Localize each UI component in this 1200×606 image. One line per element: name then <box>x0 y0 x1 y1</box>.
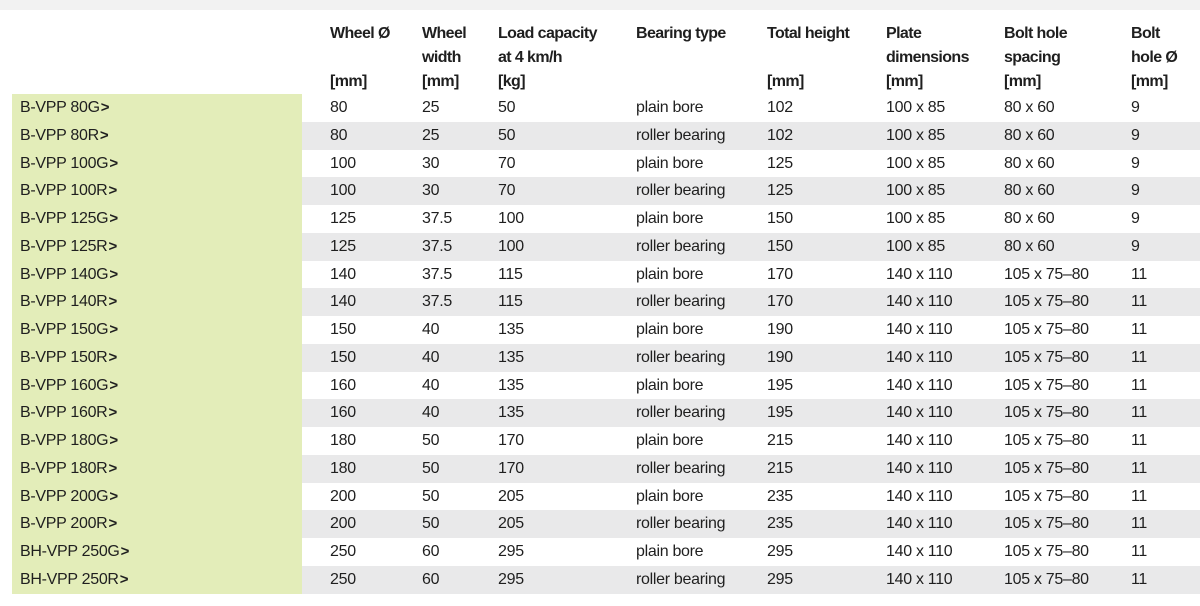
cell-bolt-hole-spacing: 80 x 60 <box>1004 126 1055 144</box>
cell-total-height: 170 <box>767 293 793 311</box>
table-row <box>12 150 1200 178</box>
cell-total-height: 295 <box>767 570 793 588</box>
table-row <box>12 483 1200 511</box>
cell-load-capacity: 100 <box>498 210 524 227</box>
model-link[interactable] <box>12 510 302 538</box>
cell-bolt-hole-diameter: 11 <box>1131 348 1148 366</box>
table-row <box>12 510 1200 538</box>
cell-bolt-hole-diameter: 11 <box>1131 432 1148 449</box>
model-link[interactable] <box>12 483 302 511</box>
cell-wheel-diameter: 150 <box>330 348 356 366</box>
model-link[interactable] <box>12 455 302 483</box>
header-unit: [mm] <box>886 73 923 90</box>
cell-total-height: 195 <box>767 376 793 394</box>
cell-wheel-diameter: 160 <box>330 404 356 422</box>
cell-wheel-diameter: 125 <box>330 237 356 255</box>
model-link[interactable] <box>12 177 302 205</box>
cell-total-height: 125 <box>767 154 793 172</box>
chevron-right-icon: > <box>108 182 117 200</box>
header-unit: [mm] <box>767 73 804 90</box>
cell-bolt-hole-diameter: 9 <box>1131 126 1140 144</box>
cell-bearing-type: plain bore <box>636 99 704 116</box>
cell-bearing-type: roller bearing <box>636 126 726 144</box>
chevron-right-icon: > <box>109 210 118 227</box>
cell-wheel-diameter: 140 <box>330 265 356 283</box>
cell-bolt-hole-spacing: 80 x 60 <box>1004 182 1055 200</box>
table-row <box>12 122 1200 150</box>
cell-bolt-hole-diameter: 9 <box>1131 210 1140 227</box>
cell-bolt-hole-spacing: 105 x 75–80 <box>1004 404 1089 422</box>
cell-bolt-hole-spacing: 80 x 60 <box>1004 237 1055 255</box>
table-row <box>12 261 1200 289</box>
cell-plate-dimensions: 140 x 110 <box>886 515 953 533</box>
cell-load-capacity: 70 <box>498 182 516 200</box>
header-unit: [mm] <box>1004 73 1041 90</box>
cell-wheel-width: 40 <box>422 404 440 422</box>
model-label: B-VPP 80R <box>20 126 99 144</box>
cell-plate-dimensions: 100 x 85 <box>886 154 945 172</box>
cell-bolt-hole-spacing: 80 x 60 <box>1004 210 1055 227</box>
header-label: Wheel Ø <box>330 25 390 42</box>
model-label: B-VPP 140G <box>20 265 109 283</box>
cell-wheel-width: 30 <box>422 182 440 200</box>
cell-bolt-hole-spacing: 80 x 60 <box>1004 99 1055 116</box>
table-row <box>12 316 1200 344</box>
cell-bolt-hole-diameter: 11 <box>1131 321 1148 338</box>
cell-load-capacity: 135 <box>498 404 524 422</box>
cell-bolt-hole-spacing: 105 x 75–80 <box>1004 376 1089 394</box>
cell-total-height: 215 <box>767 432 793 449</box>
header-plate-dimensions <box>886 22 969 90</box>
model-link[interactable] <box>12 538 302 566</box>
cell-load-capacity: 205 <box>498 487 524 505</box>
model-label: B-VPP 100G <box>20 154 109 172</box>
cell-total-height: 102 <box>767 126 793 144</box>
header-label: at 4 km/h <box>498 49 562 66</box>
cell-bolt-hole-diameter: 11 <box>1131 376 1148 394</box>
chevron-right-icon: > <box>108 237 117 255</box>
cell-bearing-type: plain bore <box>636 210 704 227</box>
cell-bolt-hole-spacing: 105 x 75–80 <box>1004 432 1089 449</box>
model-link[interactable] <box>12 566 302 594</box>
model-link[interactable] <box>12 122 302 150</box>
cell-wheel-width: 25 <box>422 99 440 116</box>
cell-bolt-hole-diameter: 11 <box>1131 570 1148 588</box>
header-wheel-diameter <box>330 22 390 90</box>
chevron-right-icon: > <box>109 265 118 283</box>
cell-load-capacity: 135 <box>498 348 524 366</box>
cell-plate-dimensions: 100 x 85 <box>886 210 945 227</box>
header-total-height <box>767 22 850 90</box>
model-label: B-VPP 200G <box>20 487 109 505</box>
cell-bolt-hole-spacing: 105 x 75–80 <box>1004 543 1089 560</box>
cell-load-capacity: 295 <box>498 570 524 588</box>
cell-plate-dimensions: 140 x 110 <box>886 293 953 311</box>
cell-bearing-type: plain bore <box>636 432 704 449</box>
chevron-right-icon: > <box>109 321 118 338</box>
model-link[interactable] <box>12 205 302 233</box>
header-label: Bolt hole <box>1004 25 1068 42</box>
chevron-right-icon: > <box>119 570 129 588</box>
chevron-right-icon: > <box>108 515 117 533</box>
cell-load-capacity: 100 <box>498 237 524 255</box>
cell-load-capacity: 70 <box>498 154 516 172</box>
header-label: Plate <box>886 25 922 42</box>
header-label: dimensions <box>886 49 969 66</box>
table-row <box>12 205 1200 233</box>
cell-wheel-width: 60 <box>422 570 440 588</box>
cell-bolt-hole-spacing: 105 x 75–80 <box>1004 348 1089 366</box>
cell-plate-dimensions: 140 x 110 <box>886 543 953 560</box>
cell-bolt-hole-diameter: 9 <box>1131 154 1140 172</box>
cell-wheel-width: 60 <box>422 543 440 560</box>
header-unit: [mm] <box>1131 73 1168 90</box>
cell-bolt-hole-spacing: 105 x 75–80 <box>1004 265 1089 283</box>
cell-wheel-diameter: 180 <box>330 459 356 477</box>
cell-wheel-width: 30 <box>422 154 440 172</box>
chevron-right-icon: > <box>108 404 117 422</box>
cell-plate-dimensions: 100 x 85 <box>886 126 945 144</box>
cell-wheel-diameter: 160 <box>330 376 356 394</box>
model-link[interactable] <box>12 261 302 289</box>
cell-total-height: 195 <box>767 404 793 422</box>
model-label: BH-VPP 250G <box>20 543 120 560</box>
model-label: B-VPP 100R <box>20 182 108 200</box>
model-link[interactable] <box>12 150 302 178</box>
cell-bearing-type: roller bearing <box>636 348 726 366</box>
top-border <box>0 0 1200 10</box>
header-bearing-type <box>636 22 726 46</box>
cell-total-height: 125 <box>767 182 793 200</box>
cell-bolt-hole-diameter: 11 <box>1131 459 1148 477</box>
header-bolt-hole-spacing <box>1004 22 1068 90</box>
cell-bolt-hole-spacing: 105 x 75–80 <box>1004 459 1089 477</box>
cell-bolt-hole-diameter: 11 <box>1131 265 1148 283</box>
header-label: Wheel <box>422 25 467 42</box>
cell-plate-dimensions: 100 x 85 <box>886 99 945 116</box>
cell-wheel-diameter: 100 <box>330 182 356 200</box>
cell-wheel-width: 37.5 <box>422 293 452 311</box>
cell-plate-dimensions: 100 x 85 <box>886 237 945 255</box>
cell-total-height: 150 <box>767 237 793 255</box>
table-row <box>12 399 1200 427</box>
model-label: B-VPP 180R <box>20 459 108 477</box>
chevron-right-icon: > <box>108 348 117 366</box>
model-label: B-VPP 125G <box>20 210 109 227</box>
cell-bolt-hole-diameter: 9 <box>1131 237 1140 255</box>
model-link[interactable] <box>12 399 302 427</box>
cell-plate-dimensions: 140 x 110 <box>886 376 953 394</box>
cell-plate-dimensions: 140 x 110 <box>886 404 953 422</box>
cell-load-capacity: 170 <box>498 432 524 449</box>
cell-bearing-type: roller bearing <box>636 293 726 311</box>
cell-wheel-diameter: 180 <box>330 432 356 449</box>
cell-total-height: 235 <box>767 515 793 533</box>
cell-plate-dimensions: 140 x 110 <box>886 487 953 505</box>
header-label: width <box>422 49 461 66</box>
cell-total-height: 190 <box>767 348 793 366</box>
cell-wheel-width: 37.5 <box>422 237 452 255</box>
cell-total-height: 102 <box>767 99 793 116</box>
table-row <box>12 538 1200 566</box>
cell-wheel-diameter: 100 <box>330 154 356 172</box>
cell-plate-dimensions: 140 x 110 <box>886 348 953 366</box>
cell-bearing-type: roller bearing <box>636 515 726 533</box>
model-label: B-VPP 160R <box>20 404 108 422</box>
model-label: B-VPP 160G <box>20 376 109 394</box>
cell-wheel-width: 50 <box>422 432 440 449</box>
cell-wheel-width: 37.5 <box>422 265 452 283</box>
cell-bolt-hole-spacing: 105 x 75–80 <box>1004 487 1089 505</box>
cell-bearing-type: roller bearing <box>636 237 726 255</box>
table-row <box>12 455 1200 483</box>
header-label: Total height <box>767 25 850 42</box>
cell-total-height: 170 <box>767 265 793 283</box>
header-label: hole Ø <box>1131 49 1178 66</box>
table-row <box>12 94 1200 122</box>
cell-bolt-hole-diameter: 11 <box>1131 404 1148 422</box>
model-label: B-VPP 150G <box>20 321 109 338</box>
model-label: B-VPP 140R <box>20 293 108 311</box>
cell-bearing-type: plain bore <box>636 154 704 172</box>
cell-bolt-hole-spacing: 105 x 75–80 <box>1004 515 1089 533</box>
cell-wheel-width: 40 <box>422 321 440 338</box>
cell-load-capacity: 295 <box>498 543 524 560</box>
cell-wheel-diameter: 125 <box>330 210 356 227</box>
header-unit: [kg] <box>498 73 525 90</box>
cell-load-capacity: 50 <box>498 126 516 144</box>
model-label: BH-VPP 250R <box>20 570 119 588</box>
cell-bearing-type: roller bearing <box>636 182 726 200</box>
model-link[interactable] <box>12 233 302 261</box>
cell-total-height: 235 <box>767 487 793 505</box>
cell-bolt-hole-diameter: 11 <box>1131 293 1148 311</box>
cell-wheel-diameter: 80 <box>330 126 348 144</box>
cell-wheel-diameter: 250 <box>330 570 356 588</box>
chevron-right-icon: > <box>109 376 118 394</box>
cell-load-capacity: 50 <box>498 99 516 116</box>
model-link[interactable] <box>12 372 302 400</box>
chevron-right-icon: > <box>108 459 117 477</box>
cell-wheel-diameter: 80 <box>330 99 348 116</box>
cell-bolt-hole-diameter: 11 <box>1131 487 1148 505</box>
model-label: B-VPP 125R <box>20 237 108 255</box>
cell-bolt-hole-spacing: 105 x 75–80 <box>1004 293 1089 311</box>
chevron-right-icon: > <box>109 432 118 449</box>
model-label: B-VPP 180G <box>20 432 109 449</box>
cell-wheel-diameter: 250 <box>330 543 356 560</box>
header-label: Bearing type <box>636 25 726 42</box>
cell-plate-dimensions: 140 x 110 <box>886 459 953 477</box>
cell-total-height: 150 <box>767 210 793 227</box>
header-unit: [mm] <box>330 73 367 90</box>
cell-bearing-type: plain bore <box>636 265 704 283</box>
model-label: B-VPP 150R <box>20 348 108 366</box>
model-link[interactable] <box>12 427 302 455</box>
cell-load-capacity: 170 <box>498 459 524 477</box>
chevron-right-icon: > <box>108 293 117 311</box>
header-load-capacity <box>498 22 597 90</box>
cell-bearing-type: plain bore <box>636 376 704 394</box>
cell-total-height: 295 <box>767 543 793 560</box>
cell-bolt-hole-diameter: 11 <box>1131 543 1148 560</box>
cell-plate-dimensions: 140 x 110 <box>886 321 953 338</box>
model-link[interactable] <box>12 94 302 122</box>
cell-wheel-width: 50 <box>422 515 440 533</box>
cell-total-height: 215 <box>767 459 793 477</box>
table-row <box>12 288 1200 316</box>
cell-wheel-width: 40 <box>422 348 440 366</box>
cell-bolt-hole-spacing: 105 x 75–80 <box>1004 570 1089 588</box>
cell-wheel-diameter: 200 <box>330 487 356 505</box>
cell-bolt-hole-diameter: 11 <box>1131 515 1148 533</box>
cell-bolt-hole-diameter: 9 <box>1131 99 1140 116</box>
cell-bearing-type: plain bore <box>636 543 704 560</box>
cell-bolt-hole-spacing: 80 x 60 <box>1004 154 1055 172</box>
cell-wheel-diameter: 200 <box>330 515 356 533</box>
cell-wheel-width: 40 <box>422 376 440 394</box>
chevron-right-icon: > <box>109 154 118 172</box>
model-link[interactable] <box>12 288 302 316</box>
table-row <box>12 372 1200 400</box>
cell-wheel-diameter: 140 <box>330 293 356 311</box>
cell-wheel-width: 25 <box>422 126 440 144</box>
header-label: Bolt <box>1131 25 1160 42</box>
table-row <box>12 177 1200 205</box>
model-label: B-VPP 80G <box>20 99 100 116</box>
table-row <box>12 566 1200 594</box>
cell-wheel-width: 50 <box>422 487 440 505</box>
cell-wheel-width: 37.5 <box>422 210 452 227</box>
header-unit: [mm] <box>422 73 459 90</box>
cell-wheel-diameter: 150 <box>330 321 356 338</box>
chevron-right-icon: > <box>99 126 109 144</box>
cell-wheel-width: 50 <box>422 459 440 477</box>
cell-bearing-type: roller bearing <box>636 404 726 422</box>
model-link[interactable] <box>12 316 302 344</box>
cell-load-capacity: 205 <box>498 515 524 533</box>
chevron-right-icon: > <box>100 99 110 116</box>
cell-plate-dimensions: 140 x 110 <box>886 570 953 588</box>
header-label: spacing <box>1004 49 1061 66</box>
cell-load-capacity: 135 <box>498 321 524 338</box>
cell-bearing-type: plain bore <box>636 487 704 505</box>
header-wheel-width <box>422 22 467 90</box>
cell-plate-dimensions: 140 x 110 <box>886 265 953 283</box>
table-row <box>12 344 1200 372</box>
cell-load-capacity: 115 <box>498 293 523 311</box>
cell-load-capacity: 115 <box>498 265 523 283</box>
header-label: Load capacity <box>498 25 597 42</box>
table-body <box>12 94 1200 594</box>
cell-bearing-type: roller bearing <box>636 459 726 477</box>
cell-bolt-hole-spacing: 105 x 75–80 <box>1004 321 1089 338</box>
model-link[interactable] <box>12 344 302 372</box>
table-row <box>12 233 1200 261</box>
chevron-right-icon: > <box>120 543 130 560</box>
cell-total-height: 190 <box>767 321 793 338</box>
cell-bolt-hole-diameter: 9 <box>1131 182 1140 200</box>
cell-bearing-type: plain bore <box>636 321 704 338</box>
cell-plate-dimensions: 140 x 110 <box>886 432 953 449</box>
cell-load-capacity: 135 <box>498 376 524 394</box>
table-row <box>12 427 1200 455</box>
cell-bearing-type: roller bearing <box>636 570 726 588</box>
cell-plate-dimensions: 100 x 85 <box>886 182 945 200</box>
table-header <box>0 10 1200 94</box>
model-label: B-VPP 200R <box>20 515 108 533</box>
chevron-right-icon: > <box>109 487 118 505</box>
header-bolt-hole-diameter <box>1131 22 1178 90</box>
